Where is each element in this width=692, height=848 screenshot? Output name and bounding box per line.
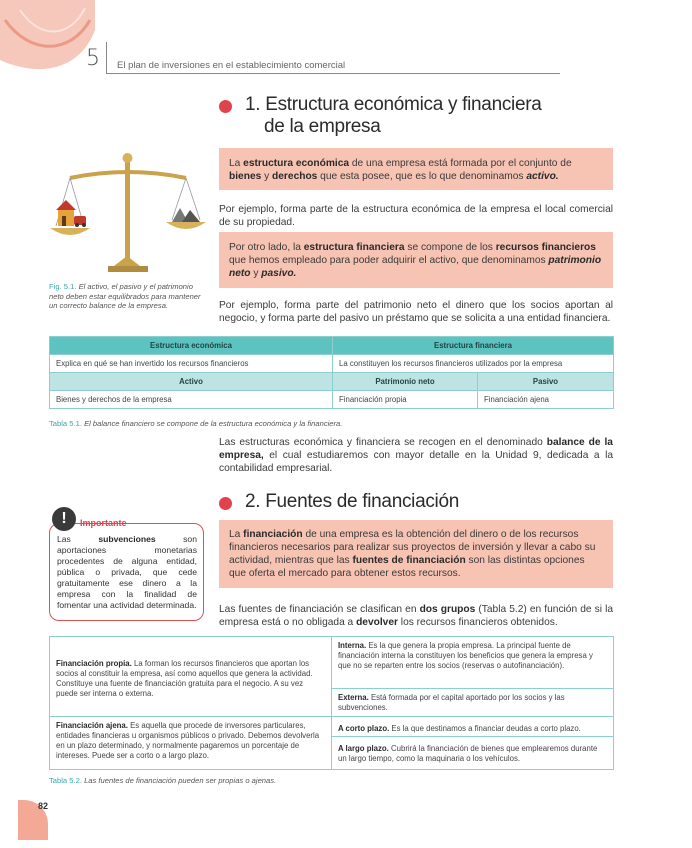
chapter-corner-decoration (0, 0, 95, 72)
table-header: Estructura financiera (333, 337, 614, 355)
table-subheader: Activo (50, 373, 333, 391)
figure-caption: Fig. 5.1. El activo, el pasivo y el patrimonio neto deben estar equilibrados para mantener un correcto balance de la empresa. (49, 282, 201, 310)
table-cell-corto: A corto plazo. Es la que destinamos a financiar deudas a corto plazo. (338, 724, 581, 733)
header-divider (106, 42, 107, 74)
section-bullet (219, 100, 232, 113)
paragraph-sources: Las fuentes de financiación se clasifican en dos grupos (Tabla 5.2) en función de si la empresa está o no obligada a devolver los recursos financieros obtenidos. (219, 604, 614, 628)
table-cell-externa: Externa. Está formada por el capital aportado por los socios y las subvenciones. (338, 693, 565, 712)
table-cell: Explica en qué se han invertido los recursos financieros (50, 355, 333, 373)
important-label: Importante (80, 518, 127, 528)
table-cell-propia: Financiación propia. La forman los recursos financieros que aportan los socios al constituir la empresa, así como aquellos que genera la actividad. Constituye una fuente de financiación gratuita para el negocio. A su vez puede ser interna o externa. (56, 659, 313, 698)
table-subheader: Patrimonio neto (333, 373, 478, 391)
table-cell-interna: Interna. Es la que genera la propia empresa. La principal fuente de financiación interna la constituyen los beneficios que genera la empresa y que no se reparten entre los socios (reservas o autofinanciación). (338, 641, 593, 670)
header-rule (106, 73, 560, 74)
table-1-caption: Tabla 5.1. El balance financiero se compone de la estructura económica y la financiera. (49, 419, 343, 428)
table-header: Estructura económica (50, 337, 333, 355)
definition-box-financing: La financiación de una empresa es la obtención del dinero o de los recursos financieros necesarios para realizar sus proyectos de inversión y llevar a cabo su actividad, mientras que las fuentes de financiación son las distintas opciones que oferta el mercado para obtener estos recursos. (219, 520, 613, 588)
chapter-title: El plan de inversiones en el establecimiento comercial (117, 60, 346, 71)
definition-box-financial-structure: Por otro lado, la estructura financiera se compone de los recursos financieros que hemos empleado para poder adquirir el activo, que denominamos patrimonio neto y pasivo. (219, 232, 613, 288)
section-1-heading: 1. Estructura económica y financiera de la empresa (245, 94, 542, 137)
table-cell: La constituyen los recursos financieros utilizados por la empresa (333, 355, 614, 373)
chapter-number: 5 (86, 46, 100, 71)
table-cell-ajena: Financiación ajena. Es aquella que procede de inversores particulares, entidades financieras u organismos públicos o privado. Debemos devolverla en un plazo determinado, y normalmente pagaremos un porcentaje de intereses. Puede ser a corto o a largo plazo. (56, 721, 320, 760)
table-cell: Financiación propia (333, 391, 478, 409)
balance-table (49, 336, 614, 409)
table-cell: Financiación ajena (478, 391, 614, 409)
important-note-text: Las subvenciones son aportaciones monetarias procedentes de alguna entidad, pública o privada, que cede gratuitamente ese dinero a la empresa con la finalidad de fomentar una actividad determinada. (57, 534, 197, 610)
balance-scale-illustration (48, 148, 208, 278)
section-bullet (219, 497, 232, 510)
page-number: 82 (38, 801, 49, 811)
table-cell-largo: A largo plazo. Cubrirá la financiación de bienes que emplearemos durante un largo tiempo, como la maquinaria o los vehículos. (338, 744, 598, 763)
table-2-caption: Tabla 5.2. Las fuentes de financiación pueden ser propias o ajenas. (49, 776, 277, 785)
exclamation-icon: ! (52, 507, 76, 531)
paragraph-example-local: Por ejemplo, forma parte de la estructura económica de la empresa el local comercial de su propiedad. (219, 204, 613, 228)
definition-box-economic-structure: La estructura económica de una empresa está formada por el conjunto de bienes y derechos que esta posee, que es lo que denominamos activo. (219, 148, 613, 190)
paragraph-balance: Las estructuras económica y financiera se recogen en el denominado balance de la empresa, el cual estudiaremos con mayor detalle en la Unidad 9, dedicada a la contabilidad empresarial. (219, 437, 613, 474)
paragraph-example-patrimonio: Por ejemplo, forma parte del patrimonio neto el dinero que los socios aportan al negocio, y forma parte del pasivo un préstamo que se solicita a una entidad financiera. (219, 300, 613, 324)
table-subheader: Pasivo (478, 373, 614, 391)
section-2-heading: 2. Fuentes de financiación (245, 491, 460, 512)
table-cell: Bienes y derechos de la empresa (50, 391, 333, 409)
